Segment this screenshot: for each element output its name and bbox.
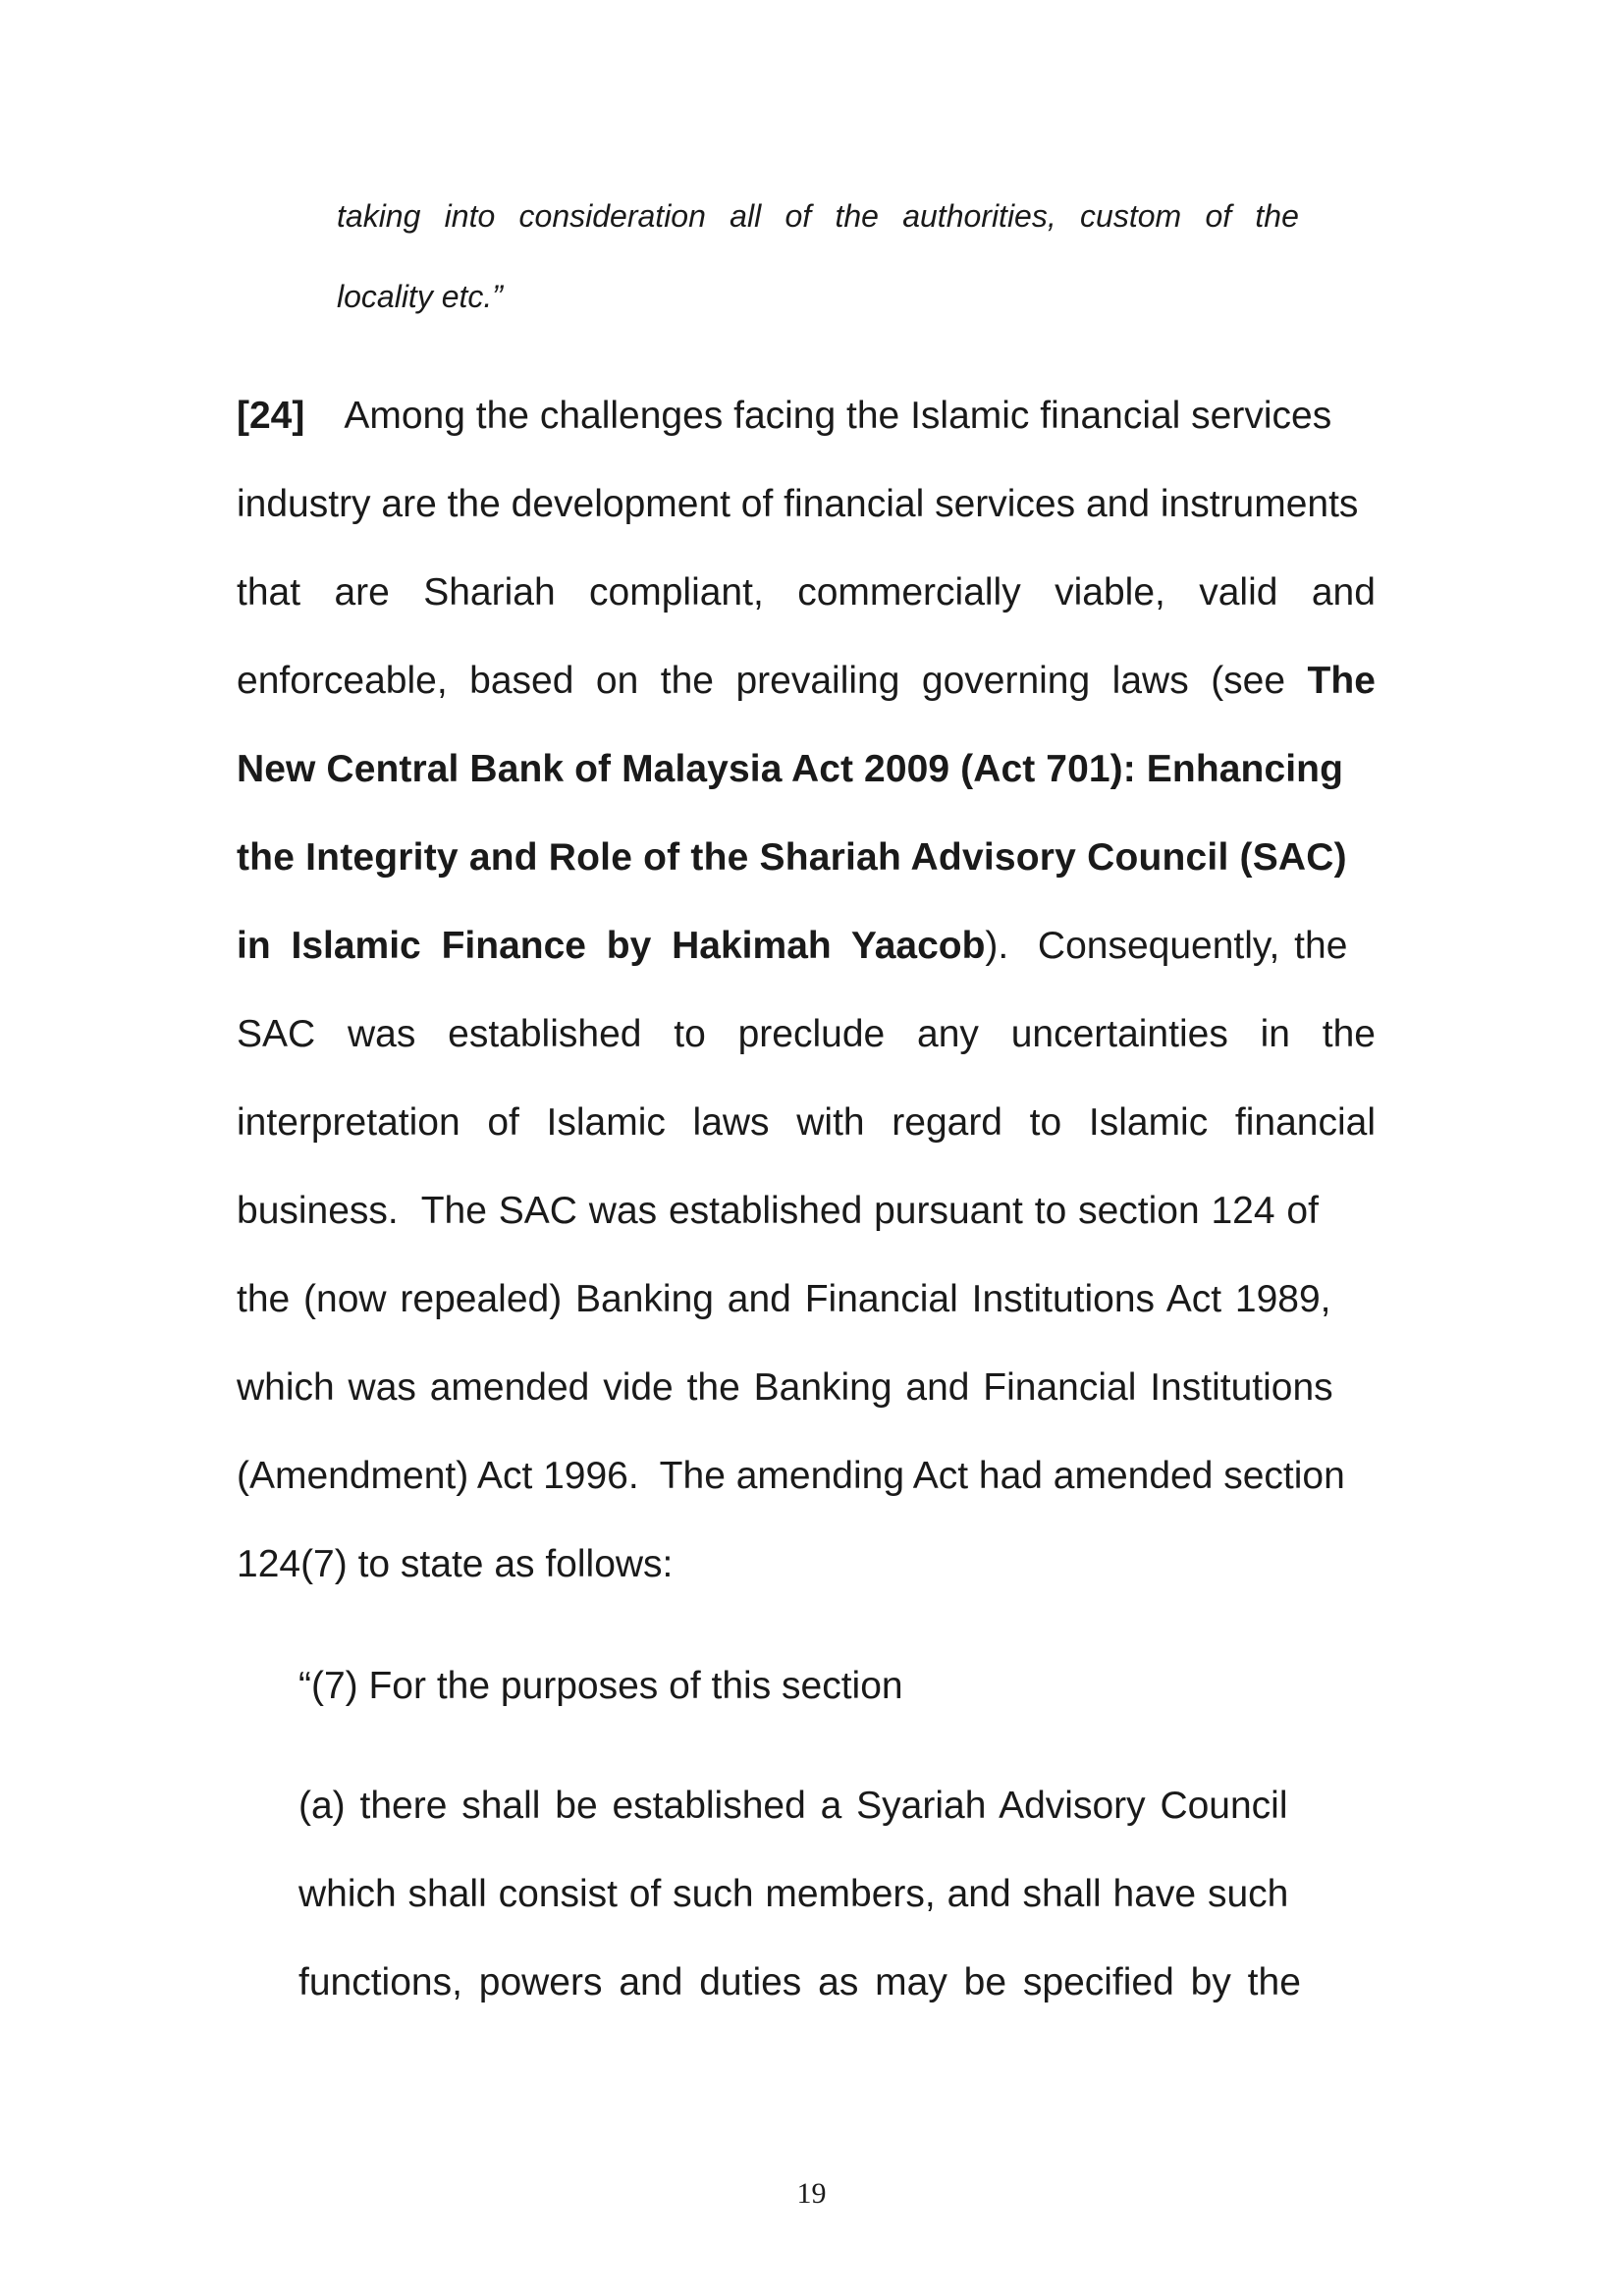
word: consideration xyxy=(518,198,706,234)
paragraph-24-line-2: industry are the development of financial services and instruments xyxy=(237,483,1359,525)
paragraph-24-line-7-rest: ). Consequently, the xyxy=(985,925,1348,967)
word: laws xyxy=(692,1101,770,1144)
word: enforceable, xyxy=(237,660,448,702)
word: the xyxy=(835,198,879,234)
word: and xyxy=(1311,571,1376,614)
word: the xyxy=(1255,198,1299,234)
quote-top-line-1 xyxy=(337,198,1299,235)
word: financial xyxy=(1234,1101,1376,1144)
paragraph-24-line-8 xyxy=(237,1013,1376,1056)
word: to xyxy=(1029,1101,1062,1144)
word: uncertainties xyxy=(1010,1013,1228,1055)
word: authorities, xyxy=(902,198,1056,234)
paragraph-24-line-4 xyxy=(237,660,1376,703)
word: governing xyxy=(921,660,1091,702)
word: established xyxy=(448,1013,642,1055)
word: of xyxy=(487,1101,519,1144)
word: are xyxy=(334,571,390,614)
paragraph-24-text: Among the challenges facing the Islamic financial services xyxy=(344,395,1332,437)
word: on xyxy=(595,660,639,702)
paragraph-24-line-10: business. The SAC was established pursuant to section 124 of xyxy=(237,1190,1319,1232)
word: into xyxy=(444,198,496,234)
word: the xyxy=(1322,1013,1376,1055)
word: the xyxy=(660,660,714,702)
sub-quote-line-3: which shall consist of such members, and shall have such xyxy=(298,1873,1289,1915)
paragraph-24-line-9 xyxy=(237,1101,1376,1145)
sub-quote-line-2: (a) there shall be established a Syariah Advisory Council xyxy=(298,1785,1288,1827)
citation-line-1: New Central Bank of Malaysia Act 2009 (Act 701): Enhancing xyxy=(237,748,1344,790)
quote-top-line-2: locality etc.” xyxy=(337,279,503,314)
word: laws xyxy=(1111,660,1189,702)
word: custom xyxy=(1080,198,1182,234)
word: commercially xyxy=(797,571,1021,614)
word: of xyxy=(1205,198,1232,234)
word: was xyxy=(348,1013,416,1055)
word: all xyxy=(730,198,762,234)
word: taking xyxy=(337,198,421,234)
word: SAC xyxy=(237,1013,316,1055)
word: (see xyxy=(1211,660,1286,702)
word: regard xyxy=(892,1101,1002,1144)
word: Islamic xyxy=(1088,1101,1209,1144)
word: preclude xyxy=(737,1013,886,1055)
word: compliant, xyxy=(589,571,764,614)
citation-line-3: in Islamic Finance by Hakimah Yaacob xyxy=(237,925,986,967)
word: to xyxy=(674,1013,706,1055)
word: viable, xyxy=(1055,571,1165,614)
paragraph-24-line-1 xyxy=(237,395,1376,438)
word: with xyxy=(796,1101,865,1144)
paragraph-24-line-11: the (now repealed) Banking and Financial Institutions Act 1989, xyxy=(237,1278,1331,1320)
paragraph-24-line-12: which was amended vide the Banking and Financial Institutions xyxy=(237,1366,1333,1409)
paragraph-number: [24] xyxy=(237,395,305,437)
word: that xyxy=(237,571,301,614)
paragraph-24-line-3 xyxy=(237,571,1376,614)
sub-quote-line-4: functions, powers and duties as may be specified by the xyxy=(298,1961,1301,2003)
word: Shariah xyxy=(423,571,556,614)
word: prevailing xyxy=(735,660,900,702)
word: valid xyxy=(1199,571,1278,614)
word: based xyxy=(469,660,574,702)
word: Islamic xyxy=(546,1101,666,1144)
sub-quote-line-1: “(7) For the purposes of this section xyxy=(298,1665,903,1707)
citation-start: The xyxy=(1307,660,1376,702)
word: in xyxy=(1260,1013,1290,1055)
word: interpretation xyxy=(237,1101,460,1144)
paragraph-24-line-7 xyxy=(237,925,1376,968)
paragraph-24-line-13: (Amendment) Act 1996. The amending Act had amended section xyxy=(237,1455,1345,1497)
word: of xyxy=(784,198,812,234)
paragraph-24-line-14: 124(7) to state as follows: xyxy=(237,1543,674,1585)
word: any xyxy=(917,1013,979,1055)
page-number: 19 xyxy=(796,2177,827,2210)
citation-line-2: the Integrity and Role of the Shariah Advisory Council (SAC) xyxy=(237,836,1347,879)
